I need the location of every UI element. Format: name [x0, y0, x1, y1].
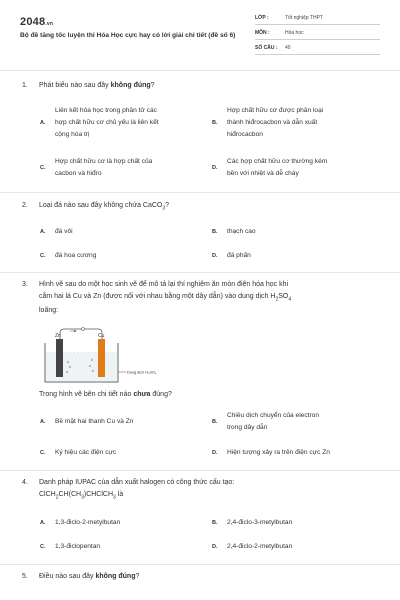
arrow-icon: [70, 330, 76, 332]
question-text-line: Danh pháp IUPAC của dẫn xuất halogen có công thức cấu tạo:: [39, 479, 235, 486]
option-letter: D.: [212, 165, 218, 171]
question-text-line: Hình vẽ sau do một học sinh vẽ để mô tả lại thí nghiệm ăn mòn điện hóa học khi: [39, 281, 289, 288]
question-text-line: [39, 291, 384, 305]
question-text-part: ?: [135, 573, 140, 580]
question-formula: [39, 489, 379, 503]
option-letter: C.: [40, 253, 46, 259]
option-text: [227, 410, 319, 434]
option-letter: B.: [212, 419, 218, 425]
question-text: [39, 279, 384, 317]
formula-part: )CHClCH: [83, 491, 114, 498]
option-text: [227, 105, 323, 141]
question-text-part: ?: [150, 82, 155, 89]
question-text-part: cắm hai lá Cu và Zn (được nối với nhau bằng một dây dẫn) vào dung dịch H: [39, 293, 276, 300]
document-title: Bộ đề tăng tốc luyện thi Hóa Học cực hay có lời giải chi tiết (đề số 6): [20, 32, 236, 39]
option-line: Hợp chất hữu cơ được phân loại: [227, 107, 324, 114]
question-number: 2.: [22, 202, 28, 209]
option-letter: D.: [212, 544, 218, 550]
option-letter: D.: [212, 253, 218, 259]
option-text: thạch cao: [227, 228, 256, 235]
site-logo[interactable]: [20, 16, 53, 28]
divider: [0, 272, 400, 273]
option-c[interactable]: [40, 541, 210, 553]
option-line: bền với nhiệt và dễ cháy: [227, 170, 299, 177]
option-text: 1,3-điclo-2-metylbutan: [55, 519, 121, 526]
option-line: cộng hóa trị: [55, 131, 90, 138]
formula-part: ClCH: [39, 491, 56, 498]
option-c[interactable]: [40, 447, 210, 459]
question-text-part: Phát biểu nào sau đây: [39, 82, 111, 89]
meta-count-label: SỐ CÂU :: [255, 45, 278, 51]
question-text-part: Trong hình vẽ bên chi tiết nào: [39, 391, 134, 398]
option-text: đá vôi: [55, 228, 73, 235]
formula-subscript: 3: [113, 494, 116, 501]
question-text-subscript: 3: [162, 205, 166, 212]
option-line: cacbon và hiđro: [55, 170, 102, 177]
option-text: Hiện tượng xảy ra trên điện cực Zn: [227, 449, 330, 456]
option-letter: A.: [40, 520, 46, 526]
page-header: [0, 0, 400, 62]
question-text-emphasis: chưa: [133, 391, 151, 398]
meta-subject-value: Hóa học: [285, 30, 304, 36]
question-text: [39, 571, 379, 583]
meta-class-label: LỚP :: [255, 15, 269, 21]
divider: [0, 192, 400, 193]
divider: [0, 70, 400, 71]
question-text: [39, 477, 379, 503]
question-number: 4.: [22, 479, 28, 486]
option-letter: B.: [212, 229, 218, 235]
question-text: [39, 80, 379, 92]
option-b[interactable]: [212, 517, 382, 529]
cu-electrode: [98, 339, 105, 377]
option-d[interactable]: [212, 156, 382, 182]
option-letter: A.: [40, 229, 46, 235]
cu-label: Cu: [98, 333, 105, 339]
option-text: [55, 156, 152, 180]
wire-junction: [82, 328, 85, 331]
option-b[interactable]: [212, 105, 382, 143]
question-text-subscript: 2: [275, 296, 279, 303]
question-text: [39, 200, 379, 214]
question-number: 1.: [22, 82, 28, 89]
question-text-subscript: 4: [288, 296, 292, 303]
option-text: [227, 156, 327, 180]
formula-part: là: [115, 491, 124, 498]
meta-subject-row: [255, 28, 380, 40]
question-text: [39, 389, 379, 401]
formula-subscript: 2: [55, 494, 59, 501]
option-line: Hợp chất hữu cơ là hợp chất của: [55, 158, 153, 165]
option-letter: A.: [40, 120, 46, 126]
question-text-line: loãng:: [39, 307, 59, 315]
option-d[interactable]: [212, 447, 387, 459]
option-letter: D.: [212, 450, 218, 456]
option-text: Bề mặt hai thanh Cu và Zn: [55, 418, 134, 425]
question-text-part: Điều nào sau đây: [39, 573, 96, 580]
question-text-part: SO: [278, 293, 289, 300]
option-letter: B.: [212, 520, 218, 526]
option-d[interactable]: [212, 541, 382, 553]
option-text: [55, 105, 159, 141]
option-text: Ký hiệu các điện cực: [55, 449, 117, 456]
option-c[interactable]: [40, 156, 210, 182]
option-line: Các hợp chất hữu cơ thường kém: [227, 158, 328, 165]
question-text-part: Loại đá nào sau đây không chứa CaCO: [39, 202, 163, 209]
option-a[interactable]: [40, 517, 210, 529]
option-text: 1,3-điclopentan: [55, 543, 101, 550]
question-text-part: đúng?: [150, 391, 172, 398]
meta-subject-label: MÔN :: [255, 30, 270, 36]
logo-suffix: .vn: [45, 21, 54, 27]
option-a[interactable]: [40, 105, 210, 143]
option-a[interactable]: [40, 416, 210, 428]
formula-subscript: 3: [81, 494, 84, 501]
option-letter: C.: [40, 450, 46, 456]
option-line: Liên kết hóa học trong phân tử các: [55, 107, 157, 114]
option-letter: C.: [40, 544, 46, 550]
option-text: đá phấn: [227, 252, 251, 259]
option-line: thành hiđrocacbon và dẫn xuất: [227, 119, 318, 126]
option-line: trong dây dẫn: [227, 424, 268, 431]
question-text-part: ?: [165, 202, 170, 209]
meta-class-value: Tốt nghiệp THPT: [285, 15, 323, 21]
zn-label: Zn: [55, 333, 61, 339]
formula-part: CH(CH: [58, 491, 82, 498]
meta-count-row: [255, 43, 380, 55]
question-text-emphasis: không đúng: [95, 573, 136, 580]
question-text-emphasis: không đúng: [110, 82, 151, 89]
meta-class-row: [255, 13, 380, 25]
option-b[interactable]: [212, 226, 382, 238]
option-letter: B.: [212, 120, 218, 126]
question-number: 3.: [22, 281, 28, 288]
option-text: đá hoa cương: [55, 252, 97, 259]
option-letter: A.: [40, 419, 46, 425]
option-line: hiđrocacbon: [227, 131, 263, 138]
meta-count-value: 40: [285, 45, 291, 51]
question-number: 5.: [22, 573, 28, 580]
option-text: 2,4-điclo-2-metylbutan: [227, 543, 293, 550]
zn-electrode: [56, 339, 63, 377]
divider: [0, 470, 400, 471]
option-text: 2,4-điclo-3-metylbutan: [227, 519, 293, 526]
option-d[interactable]: [212, 250, 382, 262]
option-line: Chiều dịch chuyển của electron: [227, 412, 320, 419]
experiment-figure: [40, 327, 170, 385]
solution-label: Dung dịch H₂SO₄: [127, 370, 157, 375]
option-line: hợp chất hữu cơ chủ yếu là liên kết: [55, 119, 159, 126]
divider: [0, 564, 400, 565]
option-a[interactable]: [40, 226, 210, 238]
option-b[interactable]: [212, 410, 382, 436]
option-letter: C.: [40, 165, 46, 171]
logo-main: 2048: [20, 16, 46, 28]
option-c[interactable]: [40, 250, 210, 262]
